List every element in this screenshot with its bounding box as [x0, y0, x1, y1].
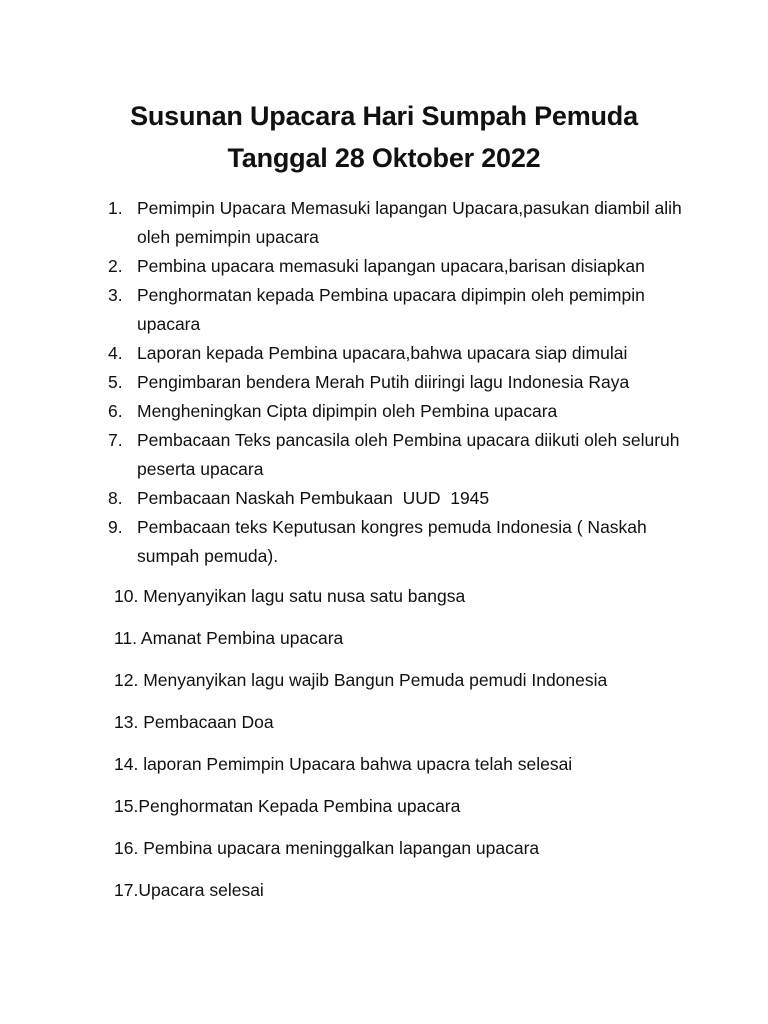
list-item: 12. Menyanyikan lagu wajib Bangun Pemuda pemudi Indonesia [114, 670, 608, 690]
list-item-number: 3. [108, 285, 123, 305]
list-item: 17.Upacara selesai [114, 880, 264, 900]
list-item [108, 513, 708, 571]
list-item [108, 252, 708, 281]
list-item: 11. Amanat Pembina upacara [114, 628, 344, 648]
list-item-number: 4. [108, 343, 123, 363]
list-item-number: 7. [108, 430, 123, 450]
list-item-text: Mengheningkan Cipta dipimpin oleh Pembina upacara [137, 401, 558, 421]
agenda-list-part2 [114, 582, 714, 918]
list-item [108, 339, 708, 368]
list-item [108, 281, 708, 339]
list-item-text: Pembacaan Naskah Pembukaan UUD 1945 [137, 488, 490, 508]
list-item-number: 2. [108, 256, 123, 276]
list-item: 10. Menyanyikan lagu satu nusa satu bangsa [114, 586, 466, 606]
list-item-number: 5. [108, 372, 123, 392]
list-item-text: Penghormatan kepada Pembina upacara dipimpin oleh pemimpin upacara [137, 285, 645, 334]
list-item-text: Pemimpin Upacara Memasuki lapangan Upacara,pasukan diambil alih oleh pemimpin upacara [137, 198, 682, 247]
document-title: Susunan Upacara Hari Sumpah Pemuda [130, 101, 638, 131]
list-item-text: Laporan kepada Pembina upacara,bahwa upacara siap dimulai [137, 343, 628, 363]
list-item: 16. Pembina upacara meninggalkan lapangan upacara [114, 838, 540, 858]
list-item-number: 6. [108, 401, 123, 421]
list-item [108, 194, 708, 252]
list-item [108, 484, 708, 513]
list-item [108, 426, 708, 484]
list-item-number: 8. [108, 488, 123, 508]
document-subtitle-date: Tanggal 28 Oktober 2022 [227, 143, 541, 173]
list-item-number: 1. [108, 198, 123, 218]
list-item [108, 368, 708, 397]
list-item-text: Pembina upacara memasuki lapangan upacara,barisan disiapkan [137, 256, 645, 276]
list-item: 15.Penghormatan Kepada Pembina upacara [114, 796, 461, 816]
agenda-list-part1 [108, 194, 708, 571]
list-item: 13. Pembacaan Doa [114, 712, 274, 732]
list-item [108, 397, 708, 426]
list-item-number: 9. [108, 517, 123, 537]
list-item-text: Pembacaan teks Keputusan kongres pemuda Indonesia ( Naskah sumpah pemuda). [137, 517, 647, 566]
list-item: 14. laporan Pemimpin Upacara bahwa upacra telah selesai [114, 754, 573, 774]
list-item-text: Pengimbaran bendera Merah Putih diiringi lagu Indonesia Raya [137, 372, 630, 392]
list-item-text: Pembacaan Teks pancasila oleh Pembina upacara diikuti oleh seluruh peserta upacara [137, 430, 680, 479]
